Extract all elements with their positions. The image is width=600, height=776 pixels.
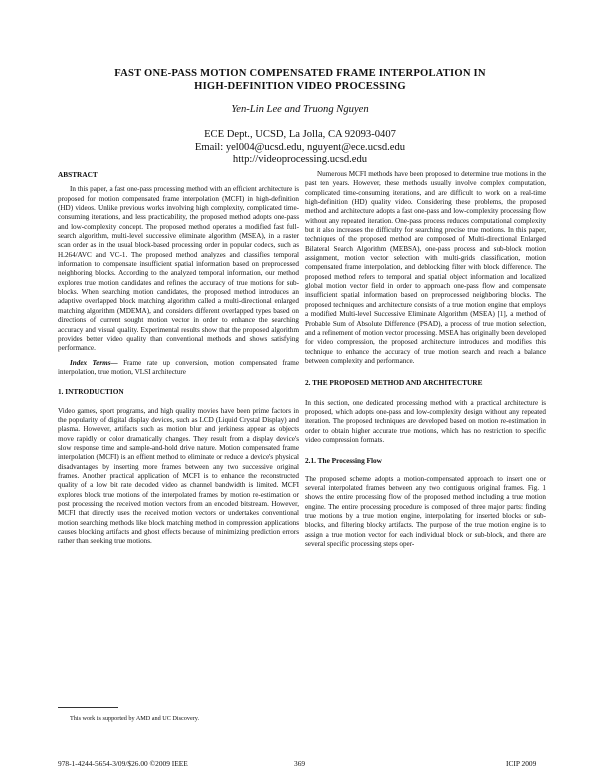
index-terms-text: Frame rate up conversion, motion compensated frame interpolation, true motion, VLSI architecture	[58, 358, 299, 376]
title-line-2: HIGH-DEFINITION VIDEO PROCESSING	[194, 81, 406, 92]
index-terms	[58, 359, 299, 378]
index-terms-label: Index Terms—	[70, 358, 118, 367]
paper-title	[60, 67, 540, 93]
right-para-3: The proposed scheme adopts a motion-compensated approach to insert one or several interpolated frames between any two contiguous original frames. Fig. 1 shows the entire processing flow of the proposed method including a true motion engine. The entire processing procedure is composed of three major parts: finding true motions by a true motion engine, interpolating for inserted blocks or sub-blocks, and filtering blocky artifacts. The purpose of the true motion engine is to assign a true motion vector for each individual block or sub-block, and there are several specific processing steps oper-	[305, 474, 546, 549]
footer-isbn: 978-1-4244-5654-3/09/$26.00 ©2009 IEEE	[58, 759, 188, 768]
footnote-text: This work is supported by AMD and UC Discovery.	[70, 715, 200, 722]
right-para-1: Numerous MCFI methods have been proposed to determine true motions in the past ten years. However, these methods usually involve complex computation, complicated time-consuming iterations, and are difficult to work on a real-time high-definition (HD) quality video. Considering these problems, the proposed method and architecture adopts a fast one-pass and low-complexity processing flow without any repeated iteration. One-pass process reduces computational complexity but it also increases the difficulty for searching precise true motions. In this paper, techniques of the proposed method are composed of Multi-directional Enlarged Bilateral Search Algorithm (MEBSA), one-pass process and sub-block motion assignment, motion vector selection with multi-grids classification, motion compensated frame interpolation, and deblocking filter with block difference. The proposed method refers to temporal and spatial object information and localized global motion vector field in order to approach one-pass flow and compensate insufficient spatial information based on preprocessed neighboring blocks. The proposed techniques and architecture consists of a true motion engine that employs a modified Multi-level Successive Eliminate Algorithm (MSEA) [1], a method of Probable Sum of Absolute Difference (PSAD), a process of true motion selection, and a refinement of motion vector processing. MSEA has originally been developed for video compression, the proposed architecture introduces and modifies this technique to enhance the accuracy of true motion search and reach a balance between complexity and performance.	[305, 170, 546, 365]
conference-name: ICIP 2009	[506, 759, 537, 768]
page-number: 369	[294, 759, 306, 768]
authors: Yen-Lin Lee and Truong Nguyen	[231, 104, 369, 115]
title-line-1: FAST ONE-PASS MOTION COMPENSATED FRAME INTERPOLATION IN	[114, 68, 486, 79]
right-para-2: In this section, one dedicated processing method with a practical architecture is proposed, which adopts one-pass and low-complexity design without any repeated iteration. The proposed techniques are developed based on motion re-estimation in order to obtain higher accurate true motions, which has no restriction to specific video compression formats.	[305, 398, 546, 444]
intro-text: Video games, sport programs, and high quality movies have been prime factors in the popularity of digital display devices, such as LCD (Liquid Crystal Display) and plasma. However, artifacts such as motion blur and jerkiness appear as objects move rapidly or color dramatically changes. They result from a display device's slow response time and sample-and-hold drive nature. Motion compensated frame interpolation (MCFI) is an effient method to eliminate or reduce a device's physical disadvantages by inserting more frames between any two successive original frames. Another practical application of MCFI is to enhance the reconstructed quality of a low bit rate decoded video as channel bandwidth is limited. MCFI explores block true motions of the interpolated frames by motion re-estimation or post processing the received motion vectors from an encoded bitstream. However, MCFI that directly uses the received motion vectors or undertakes conventional motion searching methods like block matching method in compression applications causes blocking artifacts and ghost effects because of minimizing prediction errors rather than seeking true motions.	[58, 406, 299, 546]
footnote	[58, 715, 299, 722]
footnote-rule	[58, 707, 118, 708]
abstract-text: In this paper, a fast one-pass processing method with an efficient architecture is proposed for motion compensated frame interpolation (MCFI) in high-definition (HD) videos. Unlike previous works involving high complexity, complicated time-consuming iterations, and less practicability, the proposed method adopts one-pass and low-complexity concept. The proposed method operates a modified fast full-search algorithm, multi-level successive eliminate algorithm (MSEA), in a raster scan order as in the usual block-based processing order in popular codecs, such as H.264/AVC and VC-1. The proposed method analyzes and classifies temporal information to compensate insufficient spatial information based on preprocessed neighboring blocks. According to the analyzed temporal information, our method explores true motion candidates and refines the accuracy of true motions for sub-blocks. When searching motion candidates, the proposed method introduces an adaptive overlapped block matching algorithm called a multi-directional enlarged matching algorithm (MDEMA), and considers different overlapped types based on directions of current sought motion vector in order to enhance the searching accuracy and visual quality. Experimental results show that the proposed algorithm provides better video quality than conventional methods and shows satisfying performance.	[58, 185, 299, 353]
affiliation-dept: ECE Dept., UCSD, La Jolla, CA 92093-0407	[204, 129, 396, 140]
affiliation-email: Email: yel004@ucsd.edu, nguyent@ece.ucsd.edu	[194, 141, 406, 153]
abstract-heading: ABSTRACT	[58, 170, 98, 179]
section-2-heading: 2. THE PROPOSED METHOD AND ARCHITECTURE	[305, 378, 483, 388]
right-column	[305, 170, 546, 549]
intro-heading: 1. INTRODUCTION	[58, 387, 124, 397]
subsection-2-1-heading: 2.1. The Processing Flow	[305, 456, 382, 466]
left-column	[58, 170, 299, 547]
affiliation-web: http://videoprocessing.ucsd.edu	[232, 154, 368, 166]
affiliation	[100, 129, 500, 167]
